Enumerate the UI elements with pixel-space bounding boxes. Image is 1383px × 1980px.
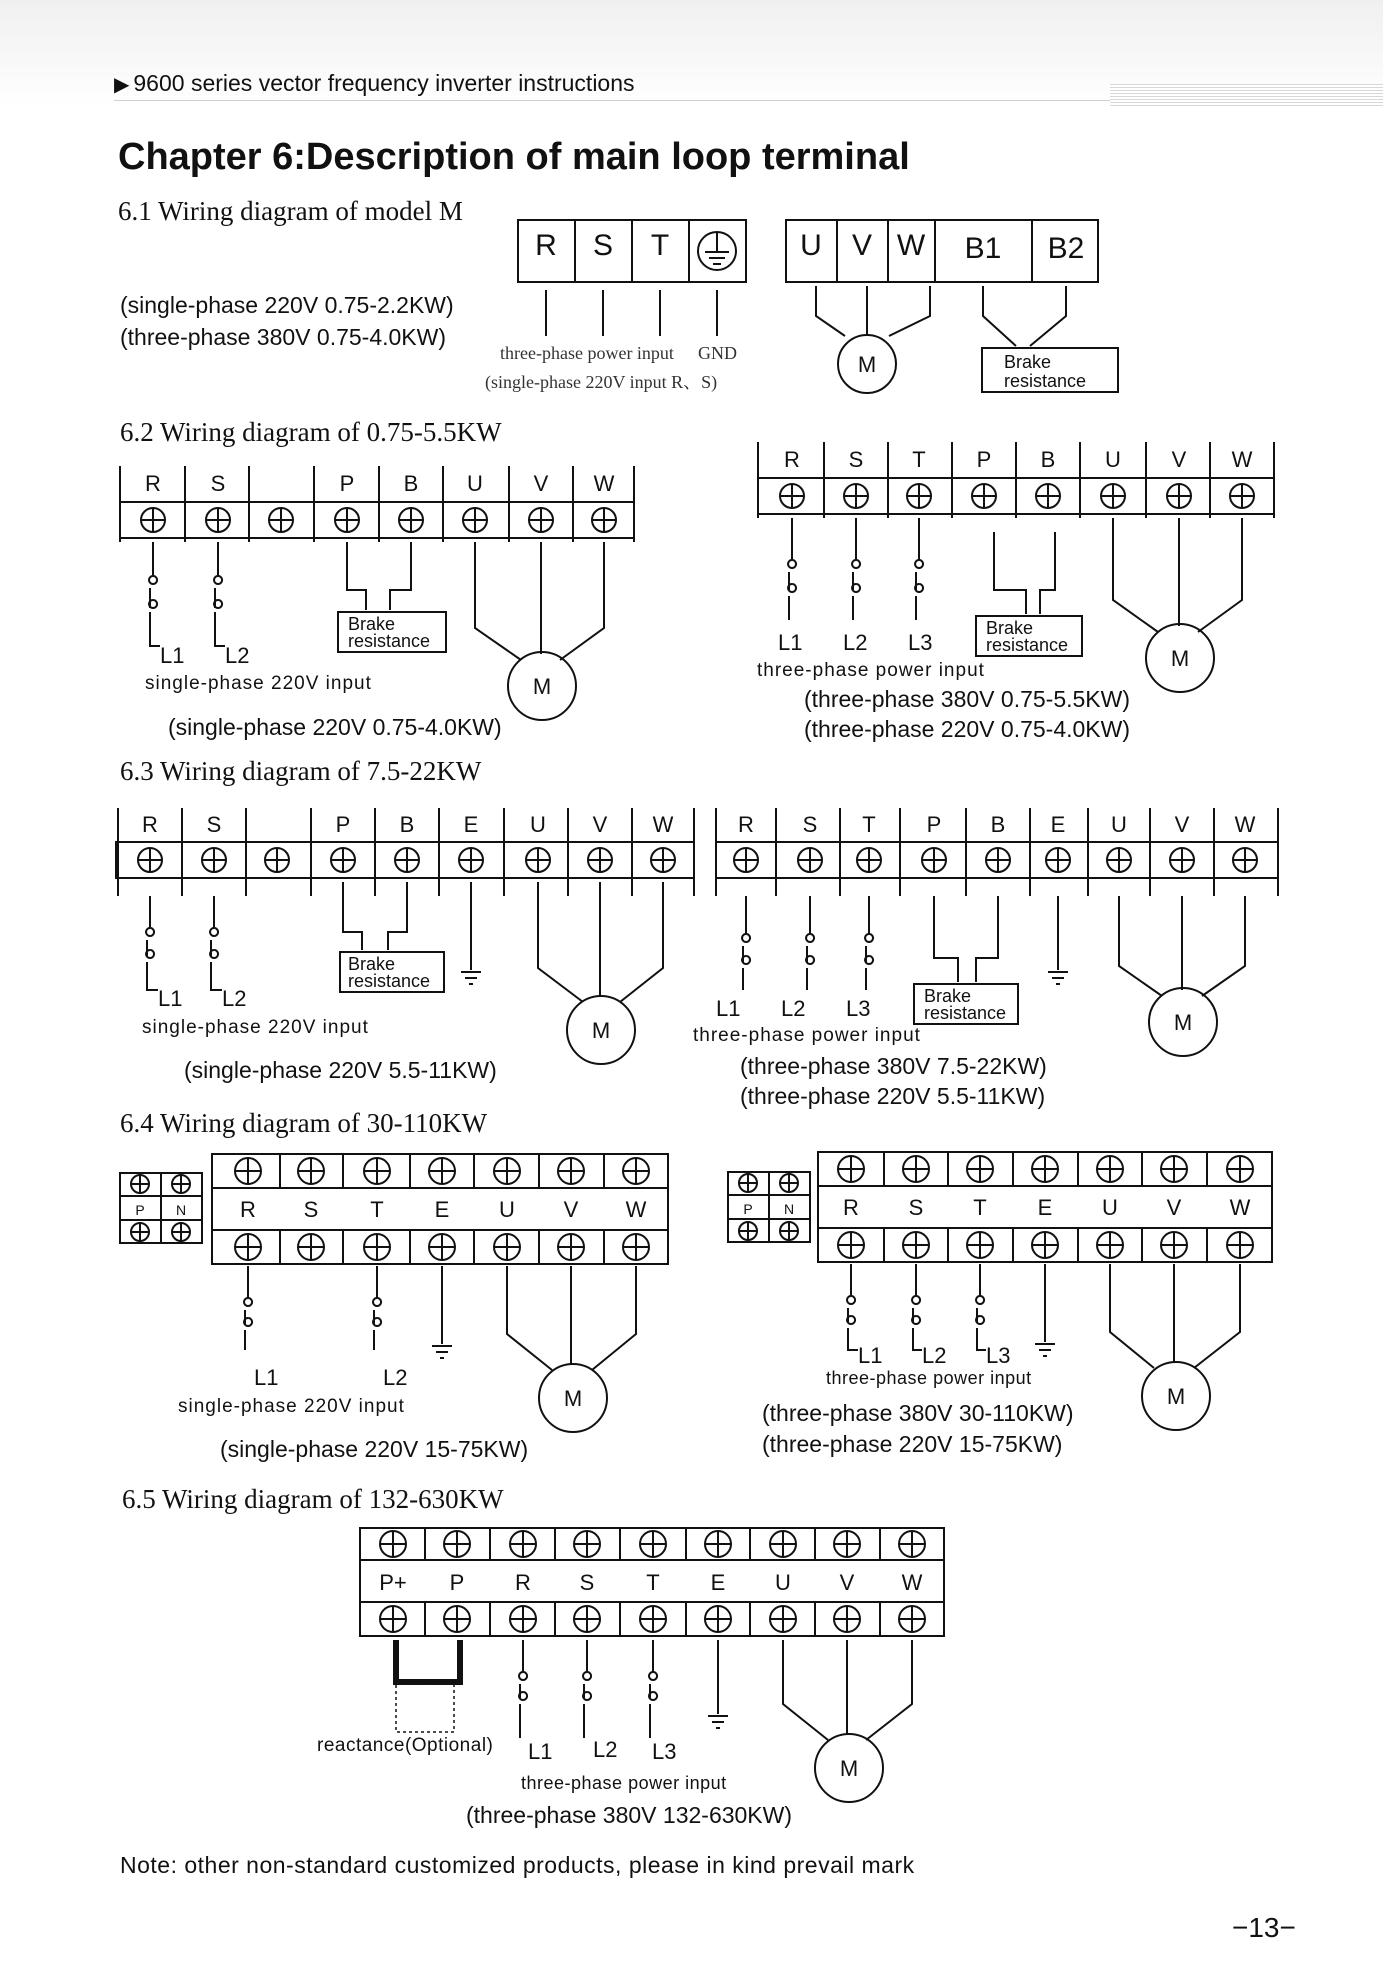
s2-right-terminal: W [1231, 447, 1253, 472]
s4-right-caption-2: (three-phase 220V 15-75KW) [762, 1431, 1063, 1457]
s1-gnd-label: GND [698, 343, 737, 363]
section-6-1-title: 6.1 Wiring diagram of model M [118, 196, 463, 226]
terminal-screw-icon [380, 1606, 406, 1632]
s4-left-caption: (single-phase 220V 15-75KW) [220, 1436, 529, 1462]
running-header-text: 9600 series vector frequency inverter instructions [133, 70, 635, 96]
s3-right-terminal: R [738, 812, 754, 837]
terminal-screw-icon [574, 1606, 600, 1632]
s3-right-motor-label: M [1173, 1010, 1193, 1035]
s3-right-terminal: T [862, 812, 876, 837]
s3-left-motor-label: M [591, 1018, 611, 1043]
s5-motor-label: M [839, 1756, 859, 1781]
terminal-screw-icon [640, 1606, 666, 1632]
s4-right-terminal: E [1037, 1195, 1053, 1220]
terminal-screw-icon [770, 1606, 796, 1632]
s2-right-brake-line1: Brake [986, 618, 1034, 638]
s4-right-input: L2 [922, 1343, 947, 1368]
s3-right-terminal: S [802, 812, 818, 837]
terminal-screw-icon [899, 1531, 925, 1557]
s1-terminal: T [650, 229, 670, 262]
s5-ground-icon [708, 1640, 728, 1728]
footer-note: Note: other non-standard customized products, please in kind prevail mark [120, 1852, 915, 1878]
s1-terminal: W [896, 229, 926, 262]
s1-caption-1: (single-phase 220V 0.75-2.2KW) [120, 292, 454, 318]
s1-terminal: U [800, 229, 822, 262]
s4-left-terminal: W [625, 1197, 647, 1222]
terminal-screw-icon [380, 1531, 406, 1557]
s3-left-brake-line2: resistance [348, 971, 431, 991]
s3-left-brake-line1: Brake [348, 954, 396, 974]
s5-terminal: E [710, 1570, 726, 1595]
s2-right-input: L3 [908, 630, 933, 655]
s2-left-terminal: V [533, 471, 549, 496]
s4-left-terminal: U [499, 1197, 515, 1222]
s3-left-terminal: B [399, 812, 415, 837]
s1-brake-line2: resistance [1004, 371, 1087, 391]
s3-right-input: L2 [781, 996, 806, 1021]
s2-right-input-label: three-phase power input [757, 660, 985, 681]
s4-left-terminal: S [303, 1197, 319, 1222]
s2-right-terminal: V [1171, 447, 1187, 472]
s4-right-motor-label: M [1166, 1384, 1186, 1409]
s2-left-terminal: B [403, 471, 419, 496]
s2-right-caption-2: (three-phase 220V 0.75-4.0KW) [804, 716, 1131, 742]
s3-left-terminal: E [463, 812, 479, 837]
terminal-screw-icon [705, 1606, 731, 1632]
section-6-4-title: 6.4 Wiring diagram of 30-110KW [120, 1108, 488, 1138]
s3-right-caption-2: (three-phase 220V 5.5-11KW) [740, 1083, 1046, 1109]
s2-right-input: L1 [778, 630, 803, 655]
s4-right-aux-terminal: P [743, 1201, 753, 1217]
s5-terminal: P [449, 1570, 465, 1595]
s5-caption: (three-phase 380V 132-630KW) [466, 1802, 793, 1828]
s3-left-input: L1 [158, 986, 183, 1011]
s4-left-terminal: V [563, 1197, 579, 1222]
s5-input: L1 [528, 1739, 553, 1764]
s4-right-input: L1 [858, 1343, 883, 1368]
s2-right-terminal: R [784, 447, 800, 472]
terminal-screw-icon [574, 1531, 600, 1557]
s4-right-terminal: V [1166, 1195, 1182, 1220]
chapter-title: Chapter 6:Description of main loop terminal [118, 136, 910, 178]
terminal-screw-icon [640, 1531, 666, 1557]
s5-reactance-label: reactance(Optional) [317, 1735, 494, 1756]
page-number: −13− [1232, 1912, 1296, 1943]
s4-right-terminal: U [1102, 1195, 1118, 1220]
s4-left-input-label: single-phase 220V input [178, 1396, 405, 1417]
s1-motor-label: M [857, 352, 877, 377]
s5-input-label: three-phase power input [521, 1773, 727, 1793]
s4-right-terminal: R [843, 1195, 859, 1220]
s2-left-terminal: S [210, 471, 226, 496]
s2-right-terminal: U [1105, 447, 1121, 472]
triangle-marker-icon: ▶ [114, 74, 130, 96]
s1-terminal: V [851, 229, 873, 262]
s2-right-terminal: T [912, 447, 926, 472]
s3-left-terminal: V [592, 812, 608, 837]
s4-right-terminal: S [908, 1195, 924, 1220]
s1-caption-2: (three-phase 380V 0.75-4.0KW) [120, 324, 447, 350]
s4-left-aux-terminal: N [175, 1202, 187, 1218]
s4-left-motor-label: M [563, 1386, 583, 1411]
s3-left-input: L2 [222, 986, 247, 1011]
s2-right-caption-1: (three-phase 380V 0.75-5.5KW) [804, 686, 1131, 712]
s2-right-input: L2 [843, 630, 868, 655]
s2-left-terminal: U [467, 471, 483, 496]
s3-left-caption: (single-phase 220V 5.5-11KW) [184, 1057, 497, 1083]
s1-terminal: B1 [964, 232, 1002, 265]
s2-right-terminal: S [848, 447, 864, 472]
s5-input: L3 [652, 1739, 677, 1764]
s3-right-terminal: W [1234, 812, 1256, 837]
s4-right-input-label: three-phase power input [826, 1368, 1032, 1388]
s4-left-input: L1 [254, 1365, 279, 1390]
s2-left-input: L2 [225, 643, 250, 668]
s2-left-terminal: W [593, 471, 615, 496]
terminal-screw-icon [444, 1531, 470, 1557]
s5-terminal: W [901, 1570, 923, 1595]
s4-left-input: L2 [383, 1365, 408, 1390]
terminal-screw-icon [444, 1606, 470, 1632]
s5-input: L2 [593, 1737, 618, 1762]
s2-left-brake-line1: Brake [348, 614, 396, 634]
s2-right-terminal: B [1040, 447, 1056, 472]
s5-jumper [396, 1640, 460, 1682]
s3-left-input-label: single-phase 220V input [142, 1017, 369, 1038]
s4-left-terminal: E [434, 1197, 450, 1222]
s3-right-terminal: P [926, 812, 942, 837]
s4-right-caption-1: (three-phase 380V 30-110KW) [762, 1400, 1074, 1426]
s4-left-aux-terminal: P [135, 1202, 145, 1218]
s1-terminal: R [535, 229, 557, 262]
s3-right-terminal: V [1174, 812, 1190, 837]
s4-right-input: L3 [986, 1343, 1011, 1368]
s2-right-terminal: P [976, 447, 992, 472]
s1-input-label: three-phase power input [500, 343, 674, 363]
s4-left-terminal: R [240, 1197, 256, 1222]
s2-left-motor-label: M [532, 674, 552, 699]
s3-left-terminal: W [652, 812, 674, 837]
terminal-screw-icon [510, 1606, 536, 1632]
terminal-screw-icon [899, 1606, 925, 1632]
section-6-5-title: 6.5 Wiring diagram of 132-630KW [122, 1484, 504, 1514]
s3-right-caption-1: (three-phase 380V 7.5-22KW) [740, 1053, 1047, 1079]
terminal-screw-icon [705, 1531, 731, 1557]
s3-left-terminal: R [142, 812, 158, 837]
s5-terminal: R [515, 1570, 531, 1595]
s2-left-caption: (single-phase 220V 0.75-4.0KW) [168, 714, 502, 740]
s2-right-brake-line2: resistance [986, 635, 1069, 655]
s5-terminal: P+ [379, 1570, 407, 1595]
s1-brake-line1: Brake [1004, 352, 1052, 372]
s2-left-input: L1 [160, 643, 185, 668]
s1-terminal: S [592, 229, 614, 262]
s2-left-brake-line2: resistance [348, 631, 431, 651]
s5-terminal: U [775, 1570, 791, 1595]
s3-right-terminal: B [990, 812, 1006, 837]
s3-left-terminal: P [335, 812, 351, 837]
s3-right-brake-line1: Brake [924, 986, 972, 1006]
s5-labels [379, 1570, 922, 1595]
s3-right-input: L3 [846, 996, 871, 1021]
s5-terminal: S [579, 1570, 595, 1595]
section-6-3-title: 6.3 Wiring diagram of 7.5-22KW [120, 756, 482, 786]
terminal-screw-icon [770, 1531, 796, 1557]
s1-terminal: B2 [1047, 232, 1085, 265]
terminal-screw-icon [834, 1606, 860, 1632]
s2-left-terminal: R [145, 471, 161, 496]
s4-right-terminal: T [973, 1195, 987, 1220]
s3-right-input: L1 [716, 996, 741, 1021]
s4-right-terminal: W [1229, 1195, 1251, 1220]
s3-right-terminal: U [1111, 812, 1127, 837]
s3-right-brake-line2: resistance [924, 1003, 1007, 1023]
terminal-screw-icon [510, 1531, 536, 1557]
s4-right-aux-terminal: N [783, 1201, 795, 1217]
s4-left-terminal: T [370, 1197, 384, 1222]
s3-left-terminal: S [206, 812, 222, 837]
s2-left-terminal: P [339, 471, 355, 496]
s5-terminal: V [839, 1570, 855, 1595]
s5-terminal: T [646, 1570, 660, 1595]
s3-right-terminal: E [1050, 812, 1066, 837]
section-6-2-title: 6.2 Wiring diagram of 0.75-5.5KW [120, 417, 502, 447]
s2-right-motor-label: M [1170, 646, 1190, 671]
s3-left-terminal: U [530, 812, 546, 837]
terminal-screw-icon [834, 1531, 860, 1557]
s2-left-input-label: single-phase 220V input [145, 673, 372, 694]
s1-input-note: (single-phase 220V input R、S) [485, 372, 718, 392]
s3-right-input-label: three-phase power input [693, 1025, 921, 1046]
s5-reactance-optional [396, 1682, 454, 1732]
